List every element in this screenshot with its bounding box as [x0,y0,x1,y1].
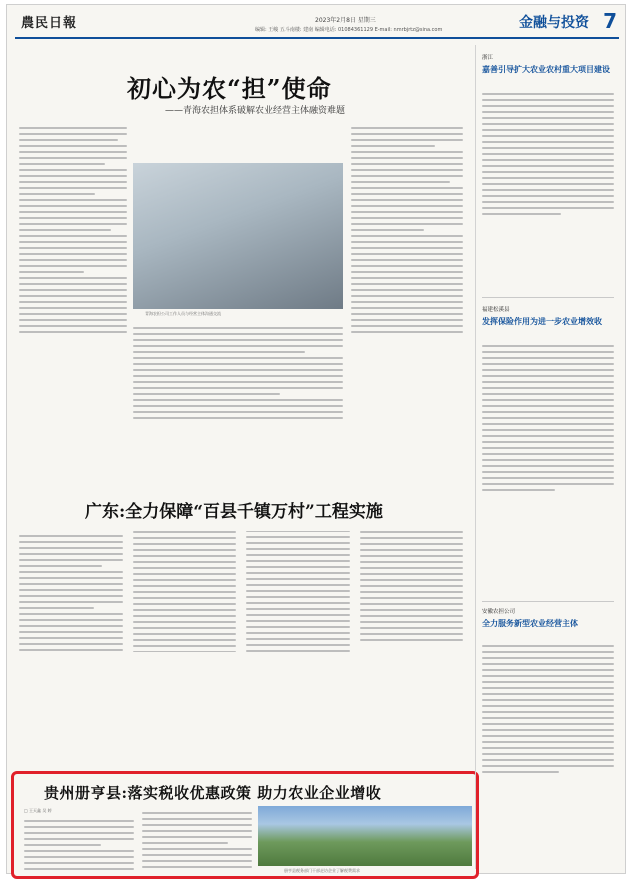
text-column [24,816,134,874]
page-number: 7 [603,9,617,33]
highlighted-article-photo [258,806,472,866]
newspaper-page [6,4,626,874]
masthead [15,9,619,35]
text-column [19,123,127,483]
text-column [142,808,252,874]
text-column [133,323,343,483]
sidebar-text-2 [482,341,614,591]
sidebar-region-3: 安徽农担公司 [482,609,516,615]
highlighted-article[interactable] [11,771,479,879]
lead-article-photo [133,163,343,309]
text-column [351,123,463,483]
sidebar-divider [482,601,614,602]
sidebar-headline-3 [482,607,578,629]
header-rule [15,37,619,39]
text-columns [19,531,463,761]
highlighted-photo-caption: 册亨县税务部门干部走访企业了解税费需求 [284,868,360,873]
editor-info: 编辑: 王峻 五斗南楼: 建南 编辑电话: 01084361129 E-mail: nmrbjrtz@sina.com [255,27,443,33]
issue-date: 2023年2月8日 星期三 [315,17,376,24]
sidebar-title-1: 嘉善引导扩大农业农村重大项目建设 [482,64,610,74]
sidebar-region-2: 福建松溪县 [482,307,510,313]
section-title: 金融与投资 [519,15,589,31]
sidebar-divider [482,297,614,298]
sidebar-title-3: 全力服务新型农业经营主体 [482,618,578,628]
lead-photo-caption: 青海农担公司工作人员与经营主体沟通交流 [145,311,221,316]
sidebar-headline-1 [482,53,610,75]
highlighted-article-byline: □ 王天鑫 吴 婷 [24,808,52,813]
sidebar-title-2: 发挥保险作用为进一步农业增效收 [482,316,602,326]
sidebar-headline-2 [482,305,602,327]
highlighted-article-title: 贵州册亨县:落实税收优惠政策 助力农业企业增收 [44,784,382,802]
newspaper-logo: 農民日報 [21,16,78,31]
sidebar-region-1: 浙江 [482,55,494,61]
sidebar-text-1 [482,89,614,289]
second-article-title: 广东:全力保障“百县千镇万村”工程实施 [85,502,383,522]
sidebar-text-3 [482,641,614,861]
lead-article-subtitle: ——青海农担体系破解农业经营主体融资难题 [165,106,346,116]
lead-article-title: 初心为农“担”使命 [127,74,332,103]
right-sidebar [475,45,620,869]
